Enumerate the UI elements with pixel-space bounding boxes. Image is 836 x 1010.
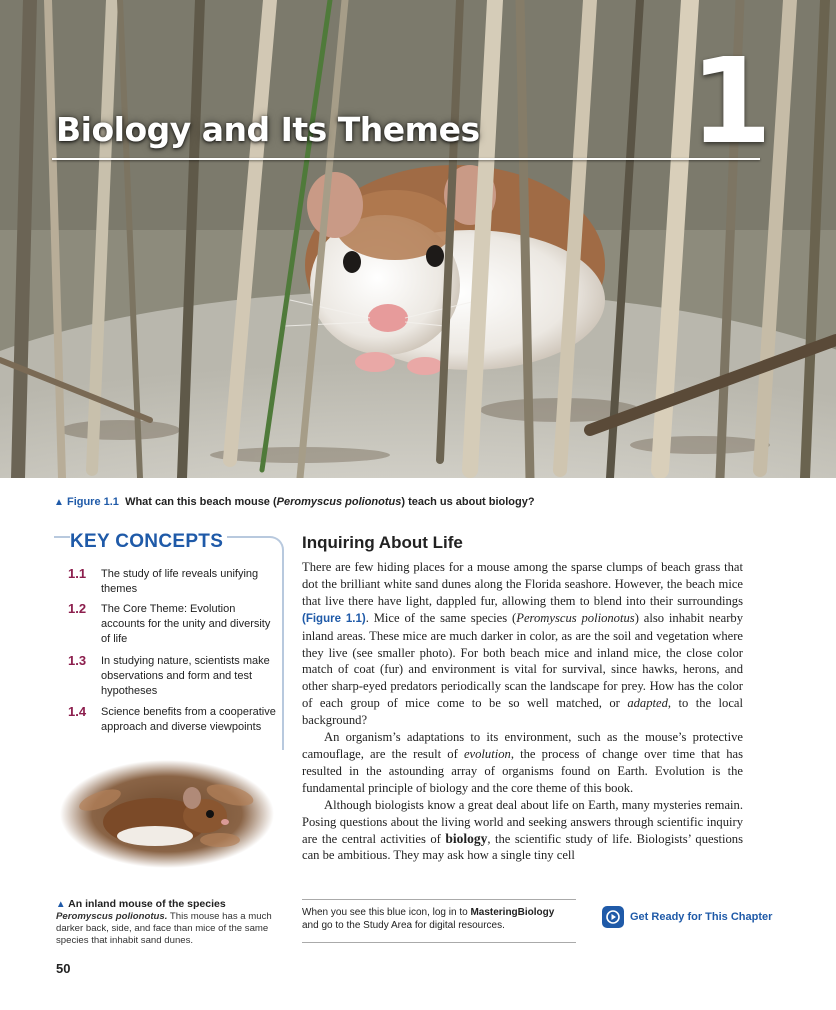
inland-mouse-photo <box>60 760 274 868</box>
key-concept-number: 1.1 <box>68 566 87 581</box>
text-run: There are few hiding places for a mouse among the sparse clumps of beach grass that dot the brilliant white sand dunes along the Florida seashore. However, the beach mice that live there have light, dappled fur, allowing them to blend into their surroundings <box>302 560 743 608</box>
mastering-biology-note <box>302 899 576 943</box>
key-concept-number: 1.4 <box>68 704 87 719</box>
text-run: , to the local background? <box>302 696 744 728</box>
paragraph <box>302 729 743 797</box>
caption-species: Peromyscus polionotus <box>276 496 402 508</box>
triangle-pointer-icon: ▲ <box>56 899 66 910</box>
inset-caption-lead: An inland mouse of the species <box>68 898 226 910</box>
figure-caption <box>54 496 535 508</box>
text-run: . Mice of the same species ( <box>365 610 517 625</box>
text-run: , the scientific study of life. Biologists’ questions can be ambitious. They may ask how a single tiny cell <box>302 831 743 863</box>
get-ready-link[interactable] <box>602 906 772 928</box>
body-text <box>302 559 743 864</box>
key-concept-number: 1.3 <box>68 653 87 668</box>
key-concept-text: In studying nature, scientists make observations and form and test hypotheses <box>101 655 270 697</box>
species-name: Peromyscus polionotus <box>516 610 635 625</box>
text-run: , the process of change over time that has resulted in the astounding array of organisms found on Earth. Evolution is the fundamental principle of biology and the core theme of this book. <box>302 746 743 795</box>
inset-caption <box>56 898 278 947</box>
section-heading: Inquiring About Life <box>302 533 463 552</box>
emphasis-evolution: evolution <box>463 746 511 761</box>
page-number: 50 <box>56 961 71 976</box>
key-concept-text: The study of life reveals unifying themes <box>101 568 259 595</box>
caption-text-after: ) teach us about biology? <box>401 496 535 508</box>
inset-caption-species: Peromyscus polionotus. <box>56 911 168 922</box>
inset-caption-text: This mouse has a much darker back, side, and face than mice of the same species that inhabit sand dunes. <box>56 911 272 946</box>
key-term-biology: biology <box>445 830 488 846</box>
paragraph <box>302 797 743 865</box>
text-run: ) also inhabit nearby inland areas. These mice are much darker in color, as are the soil and vegetation where they live (see smaller photo). For both beach mice and inland mice, the close color match of coat (fur) and environment is vital for survival, since hawks, herons, and other sharp-eyed predators periodically scan the landscape for prey. How has the color of each group of mice come to be so well matched, or <box>302 610 744 711</box>
figure-label: Figure 1.1 <box>66 496 119 508</box>
note-text-before: When you see this blue icon, log in to <box>302 907 468 918</box>
triangle-pointer-icon: ▲ <box>54 497 64 508</box>
text-run: An organism’s adaptations to its environment, such as the mouse’s protective camouflage, are the result of <box>302 730 743 761</box>
key-concept-text: The Core Theme: Evolution accounts for the unity and diversity of life <box>101 603 271 645</box>
key-concept-number: 1.2 <box>68 601 87 616</box>
chapter-number: 1 <box>690 32 773 170</box>
key-concepts-heading: KEY CONCEPTS <box>70 531 227 553</box>
key-concept-text: Science benefits from a cooperative approach and diverse viewpoints <box>101 706 276 733</box>
hero-photo <box>0 0 836 478</box>
note-brand: MasteringBiology <box>470 907 555 918</box>
emphasis-adapted: adapted <box>627 696 668 711</box>
note-text-after: and go to the Study Area for digital resources. <box>302 920 505 931</box>
play-arrow-icon[interactable] <box>602 906 624 928</box>
figure-reference-link[interactable]: (Figure 1.1) <box>302 612 366 625</box>
chapter-title: Biology and Its Themes <box>56 110 480 149</box>
get-ready-label[interactable]: Get Ready for This Chapter <box>630 911 773 923</box>
paragraph <box>302 559 743 729</box>
text-run: Although biologists know a great deal about life on Earth, many mysteries remain. Posing questions about the living world and seeking answers through scientific inquiry are the central activities of <box>302 797 743 846</box>
caption-text-before: What can this beach mouse ( <box>125 496 277 508</box>
title-rule <box>52 158 760 160</box>
